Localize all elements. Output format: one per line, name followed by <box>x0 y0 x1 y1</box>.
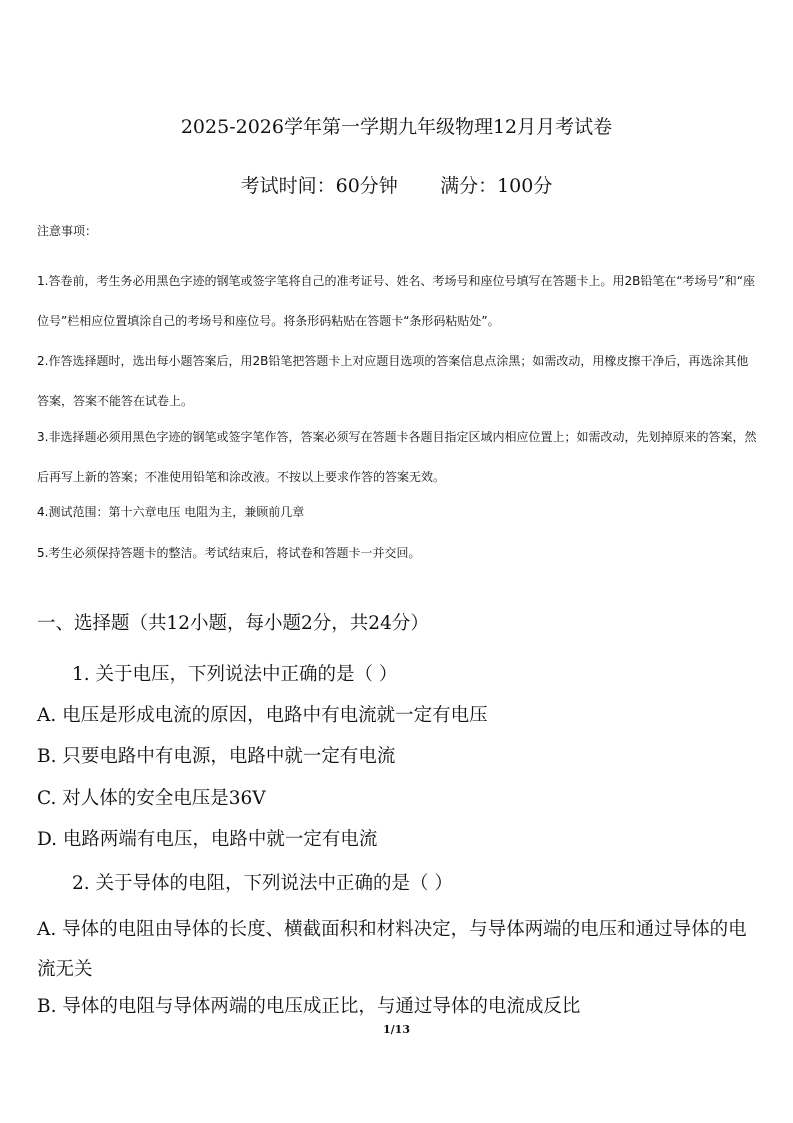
question-2-stem: 2. 关于导体的电阻，下列说法中正确的是（ ） <box>72 873 453 894</box>
section-heading-choice: 一、选择题（共12小题，每小题2分，共24分） <box>37 613 429 634</box>
question-1-option-c: C. 对人体的安全电压是36V <box>37 788 266 809</box>
page-number: 1/13 <box>383 1023 410 1036</box>
exam-title: 2025-2026学年第一学期九年级物理12月月考试卷 <box>180 116 613 138</box>
note-item-1: 1.答卷前，考生务必用黑色字迹的钢笔或签字笔将自己的准考证号、姓名、考场号和座位号填写在答题卡上。用2B铅笔在“考场号”和“座位号”栏相应位置填涂自己的考场号和座位号。将条形码粘贴在答题卡“条形码粘贴处”。 <box>37 274 755 328</box>
question-1-option-b: B. 只要电路中有电源，电路中就一定有电流 <box>37 746 396 767</box>
question-1-stem: 1. 关于电压，下列说法中正确的是（ ） <box>72 664 398 685</box>
note-item-4: 4.测试范围：第十六章电压 电阻为主，兼顾前几章 <box>37 505 305 519</box>
note-item-3: 3.非选择题必须用黑色字迹的钢笔或签字笔作答，答案必须写在答题卡各题目指定区域内相应位置上；如需改动，先划掉原来的答案，然后再写上新的答案；不准使用铅笔和涂改液。不按以上要求作答的答案无效。 <box>37 430 757 484</box>
note-item-5: 5.考生必须保持答题卡的整洁。考试结束后，将试卷和答题卡一并交回。 <box>37 546 421 560</box>
exam-time-and-score: 考试时间：60分钟 满分：100分 <box>240 175 553 197</box>
question-2-option-a: A. 导体的电阻由导体的长度、横截面积和材料决定，与导体两端的电压和通过导体的电流无关 <box>37 919 747 980</box>
question-1-option-a: A. 电压是形成电流的原因，电路中有电流就一定有电压 <box>37 705 488 726</box>
question-1-option-d: D. 电路两端有电压，电路中就一定有电流 <box>37 829 378 850</box>
note-item-2: 2.作答选择题时，选出每小题答案后，用2B铅笔把答题卡上对应题目选项的答案信息点涂黑；如需改动，用橡皮擦干净后，再选涂其他答案，答案不能答在试卷上。 <box>37 354 749 408</box>
notes-heading: 注意事项： <box>37 224 98 238</box>
question-2-option-b: B. 导体的电阻与导体两端的电压成正比，与通过导体的电流成反比 <box>37 996 581 1017</box>
